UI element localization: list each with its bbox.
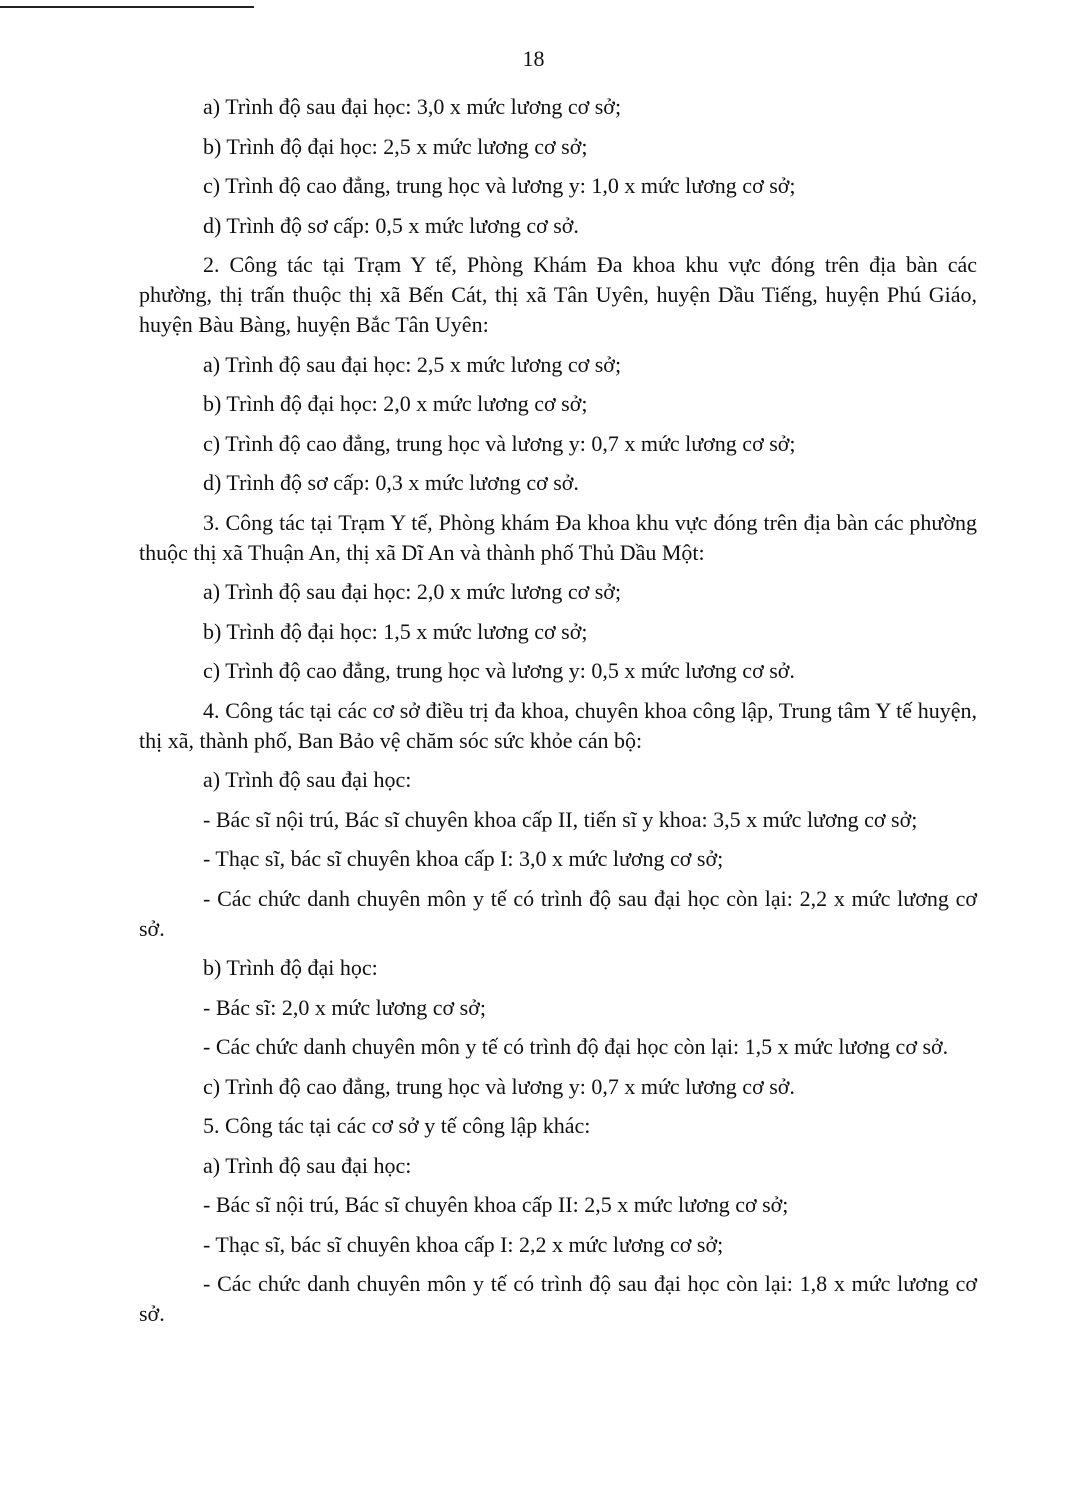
paragraph-4a-item-1: - Bác sĩ nội trú, Bác sĩ chuyên khoa cấp II, tiến sĩ y khoa: 3,5 x mức lương cơ sở;	[203, 806, 918, 832]
top-rule	[0, 6, 254, 8]
paragraph-4a: a) Trình độ sau đại học:	[203, 767, 412, 792]
section-2-heading: 2. Công tác tại Trạm Y tế, Phòng Khám Đa khoa khu vực đóng trên địa bàn các phường, thị trấn thuộc thị xã Bến Cát, thị xã Tân Uyên, huyện Dầu Tiếng, huyện Phú Giáo, huyện Bàu Bàng, huyện Bắc Tân Uyên:	[139, 252, 977, 337]
document-body	[139, 92, 977, 1339]
paragraph-4b-item-2: - Các chức danh chuyên môn y tế có trình độ đại học còn lại: 1,5 x mức lương cơ sở.	[203, 1034, 949, 1059]
paragraph-5a-item-3: - Các chức danh chuyên môn y tế có trình độ sau đại học còn lại: 1,8 x mức lương cơ sở.	[139, 1271, 977, 1326]
paragraph-5a: a) Trình độ sau đại học:	[203, 1152, 412, 1178]
paragraph-4b-item-1: - Bác sĩ: 2,0 x mức lương cơ sở;	[203, 994, 486, 1020]
paragraph-3b: b) Trình độ đại học: 1,5 x mức lương cơ sở;	[203, 618, 588, 644]
section-5-heading: 5. Công tác tại các cơ sở y tế công lập khác:	[203, 1113, 591, 1138]
paragraph-1c: c) Trình độ cao đẳng, trung học và lương y: 1,0 x mức lương cơ sở;	[203, 173, 796, 198]
paragraph-3c: c) Trình độ cao đẳng, trung học và lương y: 0,5 x mức lương cơ sở.	[203, 658, 795, 683]
paragraph-1a: a) Trình độ sau đại học: 3,0 x mức lương cơ sở;	[203, 94, 622, 119]
paragraph-5a-item-2: - Thạc sĩ, bác sĩ chuyên khoa cấp I: 2,2 x mức lương cơ sở;	[203, 1231, 724, 1257]
page-number: 18	[522, 46, 545, 71]
paragraph-4c: c) Trình độ cao đẳng, trung học và lương y: 0,7 x mức lương cơ sở.	[203, 1073, 795, 1099]
paragraph-2c: c) Trình độ cao đẳng, trung học và lương y: 0,7 x mức lương cơ sở;	[203, 430, 796, 456]
section-4-heading: 4. Công tác tại các cơ sở điều trị đa khoa, chuyên khoa công lập, Trung tâm Y tế huyện, thị xã, thành phố, Ban Bảo vệ chăm sóc sức khỏe cán bộ:	[139, 697, 977, 753]
paragraph-5a-item-1: - Bác sĩ nội trú, Bác sĩ chuyên khoa cấp II: 2,5 x mức lương cơ sở;	[203, 1192, 789, 1217]
paragraph-4a-item-3: - Các chức danh chuyên môn y tế có trình độ sau đại học còn lại: 2,2 x mức lương cơ sở.	[139, 885, 977, 941]
section-3-heading: 3. Công tác tại Trạm Y tế, Phòng khám Đa khoa khu vực đóng trên địa bàn các phường thuộc thị xã Thuận An, thị xã Dĩ An và thành phố Thủ Dầu Một:	[139, 509, 977, 565]
paragraph-4a-item-2: - Thạc sĩ, bác sĩ chuyên khoa cấp I: 3,0 x mức lương cơ sở;	[203, 846, 724, 871]
paragraph-2d: d) Trình độ sơ cấp: 0,3 x mức lương cơ sở.	[203, 470, 579, 495]
paragraph-3a: a) Trình độ sau đại học: 2,0 x mức lương cơ sở;	[203, 579, 622, 604]
paragraph-1b: b) Trình độ đại học: 2,5 x mức lương cơ sở;	[203, 133, 588, 159]
paragraph-4b: b) Trình độ đại học:	[203, 955, 378, 980]
paragraph-1d: d) Trình độ sơ cấp: 0,5 x mức lương cơ sở.	[203, 212, 579, 238]
paragraph-2b: b) Trình độ đại học: 2,0 x mức lương cơ sở;	[203, 391, 588, 416]
paragraph-2a: a) Trình độ sau đại học: 2,5 x mức lương cơ sở;	[203, 351, 622, 377]
